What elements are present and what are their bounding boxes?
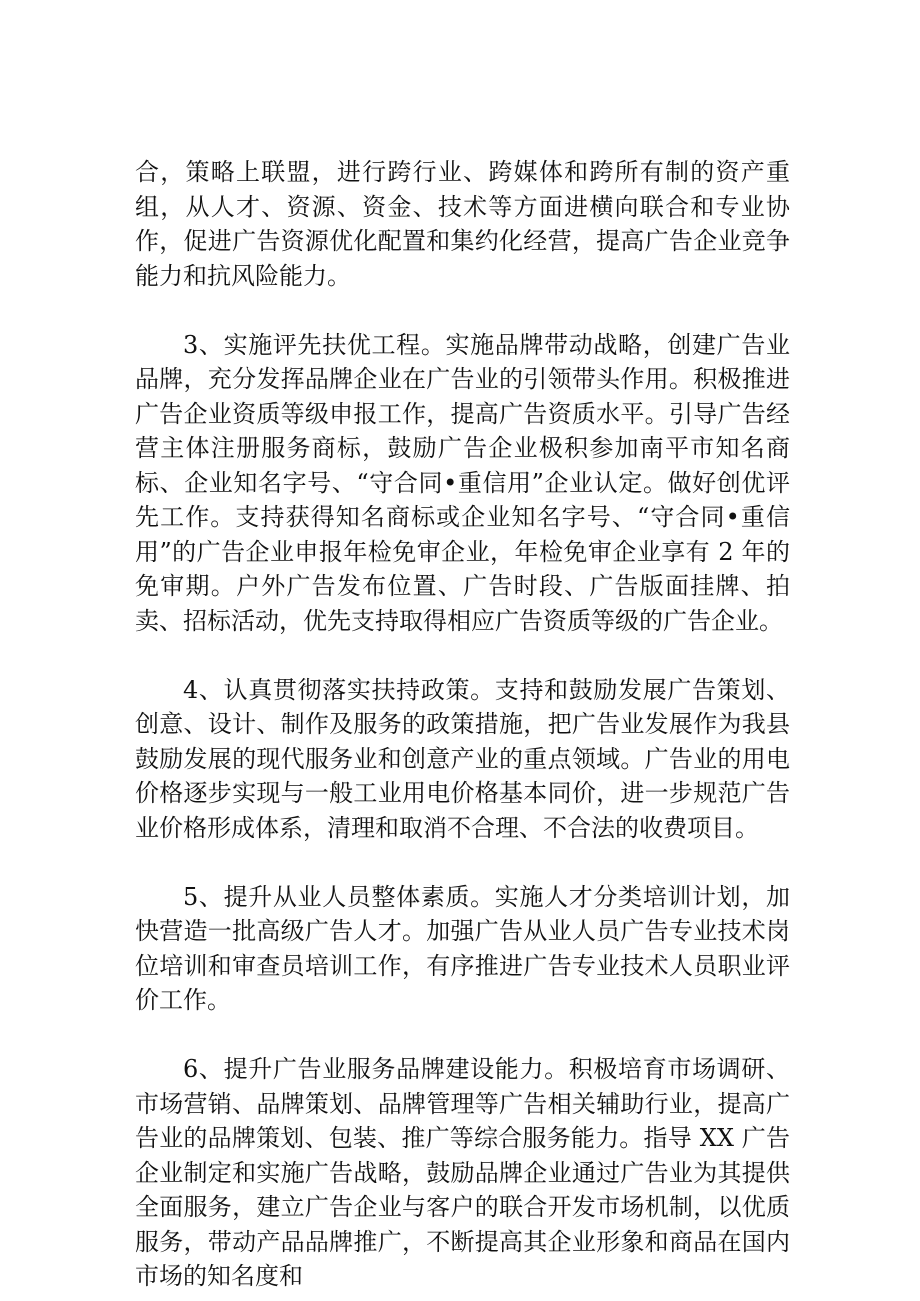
paragraph-item-3: 3、实施评先扶优工程。实施品牌带动战略，创建广告业品牌，充分发挥品牌企业在广告业的引领带头作用。积极推进广告企业资质等级申报工作，提高广告资质水平。引导广告经营主体注册服务商标，鼓励广告企业极积参加南平市知名商标、企业知名字号、“守合同•重信用”企业认定。做好创优评先工作。支持获得知名商标或企业知名字号、“守合同•重信用”的广告企业申报年检免审企业，年检免审企业享有 2 年的免审期。户外广告发布位置、广告时段、广告版面挂牌、拍卖、招标活动，优先支持取得相应广告资质等级的广告企业。: [135, 330, 790, 635]
paragraph-item-4: 4、认真贯彻落实扶持政策。支持和鼓励发展广告策划、创意、设计、制作及服务的政策措施，把广告业发展作为我县鼓励发展的现代服务业和创意产业的重点领域。广告业的用电价格逐步实现与一般工业用电价格基本同价，进一步规范广告业价格形成体系，清理和取消不合理、不合法的收费项目。: [135, 675, 790, 842]
paragraph-continuation: 合，策略上联盟，进行跨行业、跨媒体和跨所有制的资产重组，从人才、资源、资金、技术等方面进横向联合和专业协作，促进广告资源优化配置和集约化经营，提高广告企业竞争能力和抗风险能力。: [135, 158, 790, 290]
paragraph-item-5: 5、提升从业人员整体素质。实施人才分类培训计划，加快营造一批高级广告人才。加强广告从业人员广告专业技术岗位培训和审查员培训工作，有序推进广告专业技术人员职业评价工作。: [135, 882, 790, 1014]
paragraph-item-6: 6、提升广告业服务品牌建设能力。积极培育市场调研、市场营销、品牌策划、品牌管理等广告相关辅助行业，提高广告业的品牌策划、包装、推广等综合服务能力。指导 XX 广告企业制定和实施广告战略，鼓励品牌企业通过广告业为其提供全面服务，建立广告企业与客户的联合开发市场机制，以优质服务，带动产品品牌推广，不断提高其企业形象和商品在国内市场的知名度和: [135, 1055, 790, 1290]
document-body: [135, 155, 790, 1294]
